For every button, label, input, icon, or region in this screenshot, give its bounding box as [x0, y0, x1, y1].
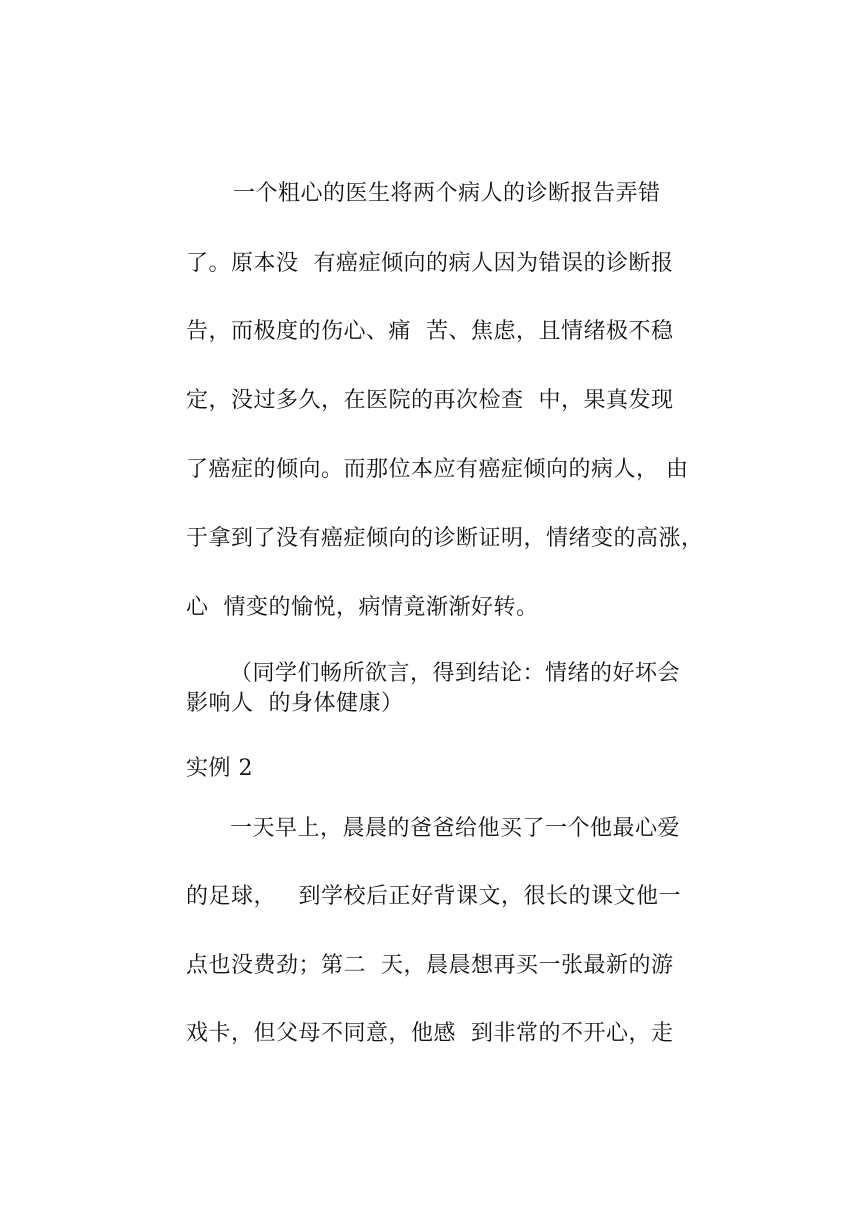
paragraph-2-line-4: 戏卡，但父母不同意，他感 到非常的不开心，走	[186, 1021, 674, 1046]
note-line-2: 影响人 的身体健康）	[186, 691, 404, 716]
paragraph-1-line-7: 心 情变的愉悦，病情竟渐渐好转。	[186, 595, 539, 620]
paragraph-1-line-3: 告，而极度的伤心、痛 苦、焦虑，且情绪极不稳	[186, 319, 674, 344]
paragraph-1-line-2: 了。原本没 有癌症倾向的病人因为错误的诊断报	[186, 251, 674, 276]
paragraph-1-line-6: 于拿到了没有癌症倾向的诊断证明，情绪变的高涨，	[186, 526, 704, 551]
paragraph-1-line-1: 一个粗心的医生将两个病人的诊断报告弄错	[233, 181, 661, 206]
note-line-1: （同学们畅所欲言，得到结论：情绪的好坏会	[230, 661, 681, 686]
paragraph-2-line-1: 一天早上，晨晨的爸爸给他买了一个他最心爱	[230, 816, 681, 841]
paragraph-2-line-3: 点也没费劲；第二 天，晨晨想再买一张最新的游	[186, 953, 674, 978]
paragraph-2-line-2: 的足球， 到学校后正好背课文，很长的课文他一	[186, 884, 681, 909]
section-heading: 实例 2	[186, 756, 253, 781]
paragraph-1-line-5: 了癌症的倾向。而那位本应有癌症倾向的病人， 由	[186, 457, 689, 482]
paragraph-1-line-4: 定，没过多久，在医院的再次检查 中，果真发现	[186, 388, 674, 413]
